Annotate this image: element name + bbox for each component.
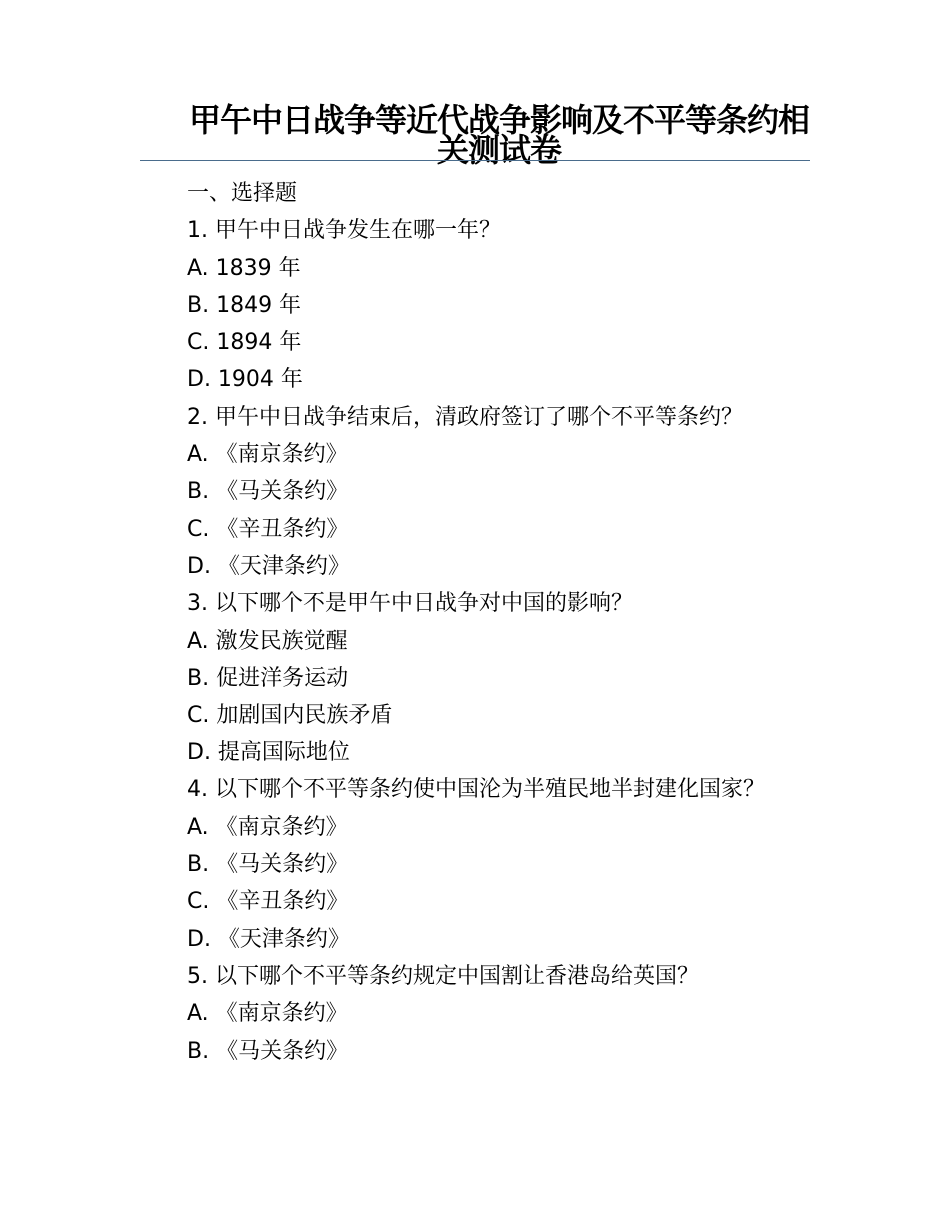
question-5 (140, 958, 810, 1070)
option-a: A. 《南京条约》 (187, 814, 348, 840)
question-2 (140, 399, 810, 585)
option-a: A. 《南京条约》 (187, 1001, 348, 1027)
question-stem: 1. 甲午中日战争发生在哪一年？ (187, 218, 501, 244)
question-4 (140, 772, 810, 958)
option-b: B. 《马关条约》 (187, 1038, 349, 1064)
option-d: D. 1904 年 (187, 367, 303, 393)
option-b: B. 《马关条约》 (187, 852, 349, 878)
document-body (140, 175, 810, 1070)
option-d: D. 《天津条约》 (187, 926, 350, 952)
option-d: D. 《天津条约》 (187, 553, 350, 579)
question-stem: 5. 以下哪个不平等条约规定中国割让香港岛给英国？ (187, 963, 699, 989)
question-1 (140, 212, 810, 398)
option-c: C. 加剧国内民族矛盾 (187, 703, 393, 729)
option-b: B. 《马关条约》 (187, 479, 349, 505)
title-underline (140, 160, 810, 161)
question-stem: 4. 以下哪个不平等条约使中国沦为半殖民地半封建化国家？ (187, 776, 765, 802)
option-b: B. 促进洋务运动 (187, 665, 349, 691)
option-c: C. 1894 年 (187, 330, 302, 356)
question-3 (140, 585, 810, 771)
option-a: A. 激发民族觉醒 (187, 628, 348, 654)
question-stem: 3. 以下哪个不是甲午中日战争对中国的影响？ (187, 591, 633, 617)
option-c: C. 《辛丑条约》 (187, 516, 349, 542)
option-c: C. 《辛丑条约》 (187, 889, 349, 915)
option-a: A. 1839 年 (187, 255, 301, 281)
question-stem: 2. 甲午中日战争结束后，清政府签订了哪个不平等条约？ (187, 404, 743, 430)
option-d: D. 提高国际地位 (187, 740, 350, 766)
option-a: A. 《南京条约》 (187, 442, 348, 468)
document-title: 甲午中日战争等近代战争影响及不平等条约相关测试卷 (188, 101, 809, 169)
option-b: B. 1849 年 (187, 292, 302, 318)
section-heading: 一、选择题 (187, 181, 298, 206)
